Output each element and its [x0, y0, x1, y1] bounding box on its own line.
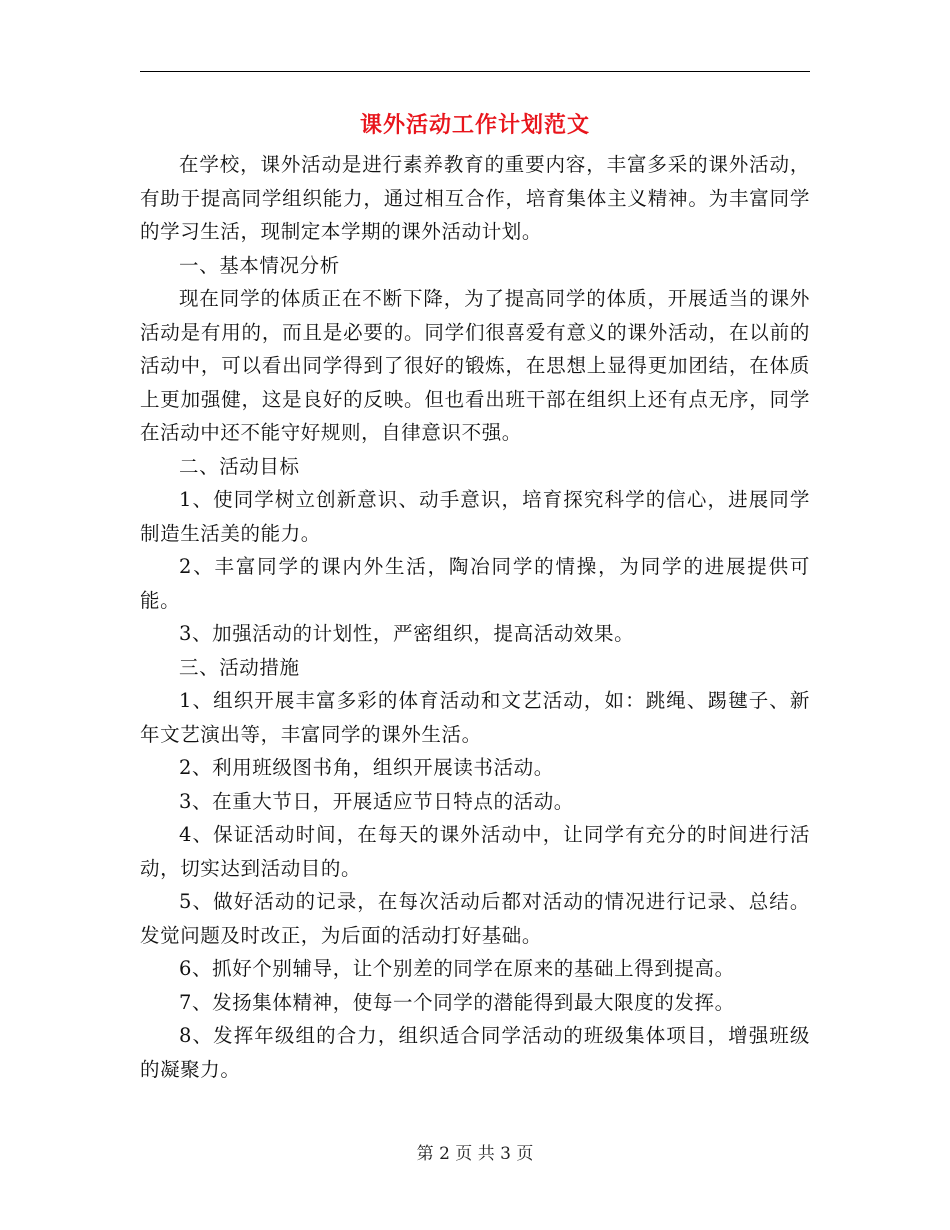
paragraph-situation-analysis: 现在同学的体质正在不断下降，为了提高同学的体质，开展适当的课外活动是有用的，而且是必要的。同学们很喜爱有意义的课外活动，在以前的活动中，可以看出同学得到了很好的锻炼，在思想上显得更加团结，在体质上更加强健，这是良好的反映。但也看出班干部在组织上还有点无序，同学在活动中还不能守好规则，自律意识不强。 — [140, 287, 810, 444]
measure-item-3: 3、在重大节日，开展适应节日特点的活动。 — [179, 789, 574, 813]
measure-item-4: 4、保证活动时间，在每天的课外活动中，让同学有充分的时间进行活动，切实达到活动目的。 — [140, 823, 810, 880]
measure-item-7: 7、发扬集体精神，使每一个同学的潜能得到最大限度的发挥。 — [179, 990, 735, 1014]
measure-item-8: 8、发挥年级组的合力，组织适合同学活动的班级集体项目，增强班级的凝聚力。 — [140, 1024, 810, 1081]
measure-item-1: 1、组织开展丰富多彩的体育活动和文艺活动，如：跳绳、踢毽子、新年文艺演出等，丰富同学的课外生活。 — [140, 689, 810, 746]
goal-item-3: 3、加强活动的计划性，严密组织，提高活动效果。 — [179, 622, 635, 645]
current-page-number: 2 — [439, 1144, 450, 1164]
document-body — [140, 148, 810, 1086]
page-label-prefix: 第 — [416, 1144, 434, 1164]
goal-item-2: 2、丰富同学的课内外生活，陶冶同学的情操，为同学的进展提供可能。 — [140, 555, 810, 612]
header-rule — [140, 71, 810, 72]
page-footer — [0, 1142, 950, 1166]
paragraph-intro: 在学校，课外活动是进行素养教育的重要内容，丰富多采的课外活动，有助于提高同学组织能力，通过相互合作，培育集体主义精神。为丰富同学的学习生活，现制定本学期的课外活动计划。 — [140, 153, 810, 243]
measure-item-2: 2、利用班级图书角，组织开展读书活动。 — [179, 756, 554, 779]
measure-item-5: 5、做好活动的记录，在每次活动后都对活动的情况进行记录、总结。发觉问题及时改正，为后面的活动打好基础。 — [140, 890, 810, 947]
section-heading-basic-situation: 一、基本情况分析 — [179, 253, 340, 277]
section-heading-activity-goals: 二、活动目标 — [179, 454, 300, 478]
measure-item-6: 6、抓好个别辅导，让个别差的同学在原来的基础上得到提高。 — [179, 957, 735, 980]
page-label-suffix: 页 — [516, 1144, 534, 1164]
total-pages-number: 3 — [500, 1144, 511, 1164]
page-label-mid: 页 共 — [455, 1144, 495, 1164]
goal-item-1: 1、使同学树立创新意识、动手意识，培育探究科学的信心，进展同学制造生活美的能力。 — [140, 488, 810, 545]
document-title: 课外活动工作计划范文 — [359, 112, 590, 138]
section-heading-activity-measures: 三、活动措施 — [179, 655, 300, 679]
